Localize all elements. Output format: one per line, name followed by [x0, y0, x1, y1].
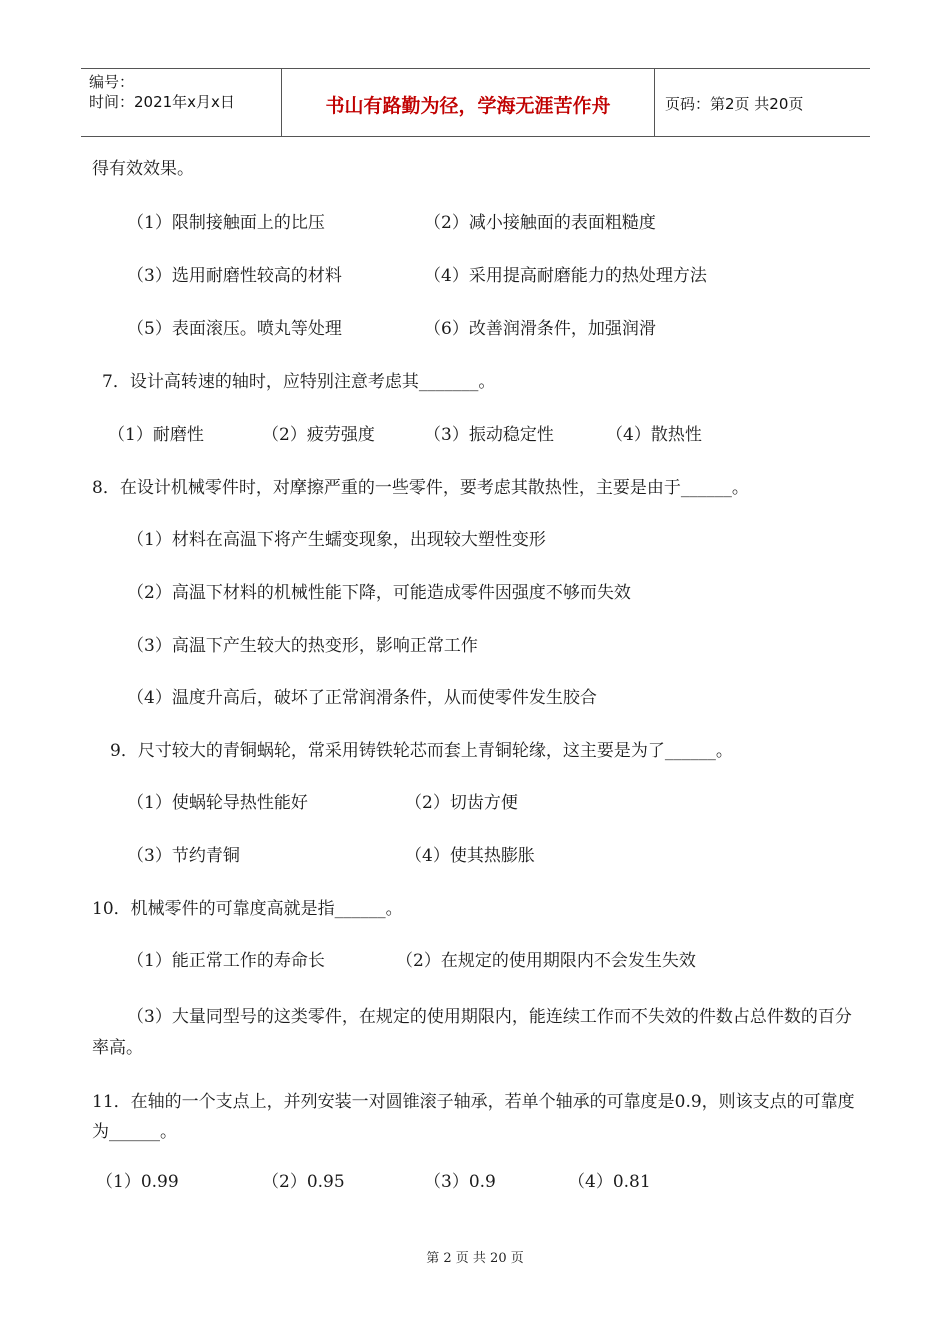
option-text: （3）振动稳定性 [424, 425, 554, 445]
option-text: （1）耐磨性 [108, 425, 204, 445]
option-text: （3）选用耐磨性较高的材料 [127, 266, 342, 286]
option-text: （5）表面滚压。喷丸等处理 [127, 319, 342, 339]
question-10: 10．机械零件的可靠度高就是指______。 [92, 899, 403, 919]
question-7: 7．设计高转速的轴时，应特别注意考虑其_______。 [102, 372, 496, 392]
option-text: （2）疲劳强度 [262, 425, 375, 445]
document-number-label: 编号： [89, 73, 135, 91]
option-text: （2）0.95 [262, 1172, 345, 1192]
option-text: （2）切齿方便 [405, 793, 518, 813]
option-text: （2）高温下材料的机械性能下降，可能造成零件因强度不够而失效 [127, 583, 631, 603]
option-text: （3）高温下产生较大的热变形，影响正常工作 [127, 636, 478, 656]
option-text: （3）0.9 [424, 1172, 496, 1192]
question-8: 8．在设计机械零件时，对摩擦严重的一些零件，要考虑其散热性，主要是由于______。 [92, 478, 749, 498]
option-text: （1）能正常工作的寿命长 [127, 951, 325, 971]
option-text: （4）采用提高耐磨能力的热处理方法 [424, 266, 707, 286]
question-9: 9．尺寸较大的青铜蜗轮，常采用铸铁轮芯而套上青铜轮缘，这主要是为了______。 [110, 741, 733, 761]
header-motto: 书山有路勤为径，学海无涯苦作舟 [325, 95, 611, 117]
option-text: （1）材料在高温下将产生蠕变现象，出现较大塑性变形 [127, 530, 546, 550]
question-11: 11．在轴的一个支点上，并列安装一对圆锥滚子轴承，若单个轴承的可靠度是0.9，则该支点的可靠度为______。 [92, 1092, 855, 1142]
document-date-label: 时间：2021年x月x日 [89, 93, 235, 111]
option-text: （1）0.99 [96, 1172, 179, 1192]
document-header [81, 68, 870, 137]
option-text: （4）温度升高后，破坏了正常润滑条件，从而使零件发生胶合 [127, 688, 597, 708]
option-text: （1）使蜗轮导热性能好 [127, 793, 308, 813]
header-divider [654, 69, 655, 136]
option-text: （4）0.81 [568, 1172, 651, 1192]
option-text: （2）减小接触面的表面粗糙度 [424, 213, 656, 233]
option-text: （6）改善润滑条件，加强润滑 [424, 319, 656, 339]
option-text: （3）节约青铜 [127, 846, 240, 866]
option-text: （4）散热性 [606, 425, 702, 445]
option-text: （2）在规定的使用期限内不会发生失效 [396, 951, 696, 971]
header-page-info: 页码：第2页 共20页 [665, 95, 804, 113]
option-text: （3）大量同型号的这类零件，在规定的使用期限内，能连续工作而不失效的件数占总件数的百分率高。 [92, 1007, 852, 1058]
option-text: （4）使其热膨胀 [405, 846, 535, 866]
option-text: （1）限制接触面上的比压 [127, 213, 325, 233]
page-footer: 第 2 页 共 20 页 [426, 1251, 524, 1266]
continued-question-text: 得有效效果。 [92, 159, 194, 179]
